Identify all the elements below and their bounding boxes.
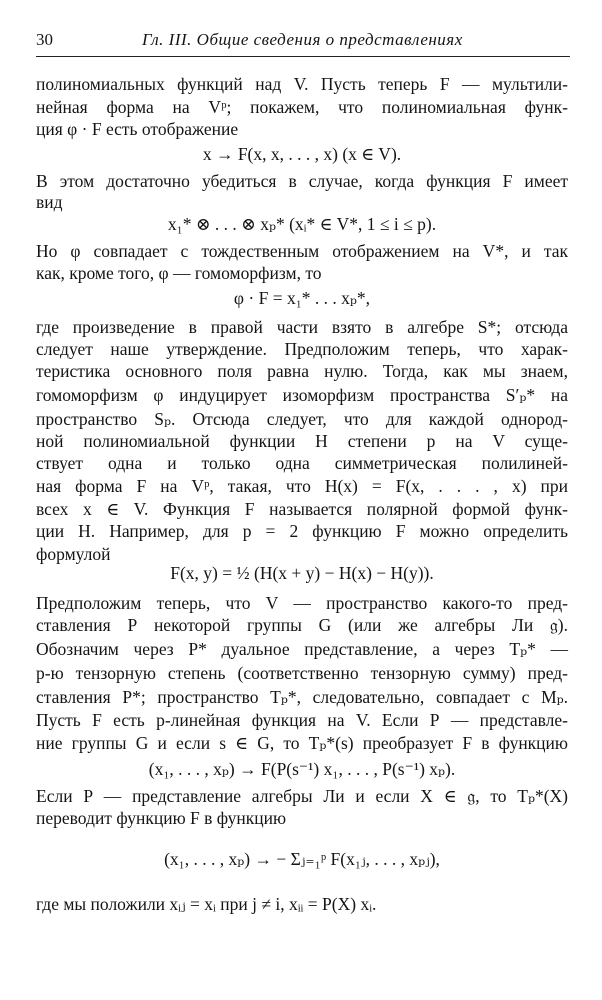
header-rule — [36, 56, 570, 57]
text-line: гомоморфизм φ индуцирует изоморфизм пространства S′ₚ* на — [36, 385, 568, 405]
display-formula-sum: (x₁, . . . , xₚ) → − Σⱼ₌₁ᵖ F(x₁ⱼ, . . . , xₚⱼ), — [164, 849, 440, 869]
text-line: ствует одна и только одна симметрическая полилиней- — [36, 453, 568, 473]
text-line: полиномиальных функций над V. Пусть теперь F — мультили- — [36, 74, 568, 94]
text-line: нейная форма на Vᵖ; покажем, что полиномиальная функ- — [36, 97, 568, 117]
text-line: следует наше утверждение. Предположим теперь, что харак- — [36, 339, 568, 359]
text-line: переводит функцию F в функцию — [36, 808, 287, 828]
text-line: Обозначим через Ρ* дуальное представление, а через Tₚ* — — [36, 639, 568, 659]
display-formula: x → F(x, x, . . . , x) (x ∈ V). — [202, 144, 402, 164]
text-line: теристика основного поля равна нулю. Тогда, как мы знаем, — [36, 361, 568, 381]
text-line: ция φ · F есть отображение — [36, 119, 239, 139]
text-line: ной полиномиальной функции H степени p на V суще- — [36, 431, 568, 451]
text-line: где произведение в правой части взято в алгебре S*; отсюда — [36, 317, 568, 337]
display-formula: F(x, y) = ½ (H(x + y) − H(x) − H(y)). — [170, 563, 434, 583]
text-line: всех x ∈ V. Функция F называется полярной формой функ- — [36, 499, 568, 519]
text-line: Предположим теперь, что V — пространство какого-то пред- — [36, 593, 568, 613]
text-line: как, кроме того, φ — гомоморфизм, то — [36, 263, 322, 283]
text-line: формулой — [36, 544, 111, 564]
running-header — [36, 30, 568, 52]
text-line: ставления Ρ некоторой группы G (или же алгебры Ли 𝔤). — [36, 615, 568, 635]
text-line: Но φ совпадает с тождественным отображением на V*, и так — [36, 241, 568, 261]
text-line: Пусть F есть p-линейная функция на V. Если Ρ — представле- — [36, 710, 568, 730]
text-line: где мы положили xᵢⱼ = xᵢ при j ≠ i, xᵢᵢ = Ρ(X) xᵢ. — [36, 894, 377, 914]
text-line: ная форма F на Vᵖ, такая, что H(x) = F(x, . . . , x) при — [36, 476, 568, 496]
text-line: В этом достаточно убедиться в случае, когда функция F имеет — [36, 171, 568, 191]
display-formula: x₁* ⊗ . . . ⊗ xₚ* (xᵢ* ∈ V*, 1 ≤ i ≤ p). — [167, 214, 437, 234]
text-line: пространство Sₚ. Отсюда следует, что для каждой однород- — [36, 409, 568, 429]
text-line: p-ю тензорную степень (соответственно тензорную сумму) пред- — [36, 663, 568, 683]
text-line: ние группы G и если s ∈ G, то Tₚ*(s) преобразует F в функцию — [36, 733, 568, 753]
display-formula: φ · F = x₁* . . . xₚ*, — [233, 288, 371, 308]
text-line: ставления Ρ*; пространство Tₚ*, следовательно, совпадает с Mₚ. — [36, 687, 568, 707]
text-line: вид — [36, 192, 63, 212]
page-number: 30 — [36, 30, 53, 49]
text-line: ции H. Например, для p = 2 функцию F можно определить — [36, 521, 568, 541]
text-line: Если Ρ — представление алгебры Ли и если X ∈ 𝔤, то Tₚ*(X) — [36, 786, 568, 806]
display-formula: (x₁, . . . , xₚ) → F(Ρ(s⁻¹) x₁, . . . , Ρ(s⁻¹) xₚ). — [148, 759, 456, 779]
running-title: Гл. III. Общие сведения о представлениях — [142, 30, 463, 49]
